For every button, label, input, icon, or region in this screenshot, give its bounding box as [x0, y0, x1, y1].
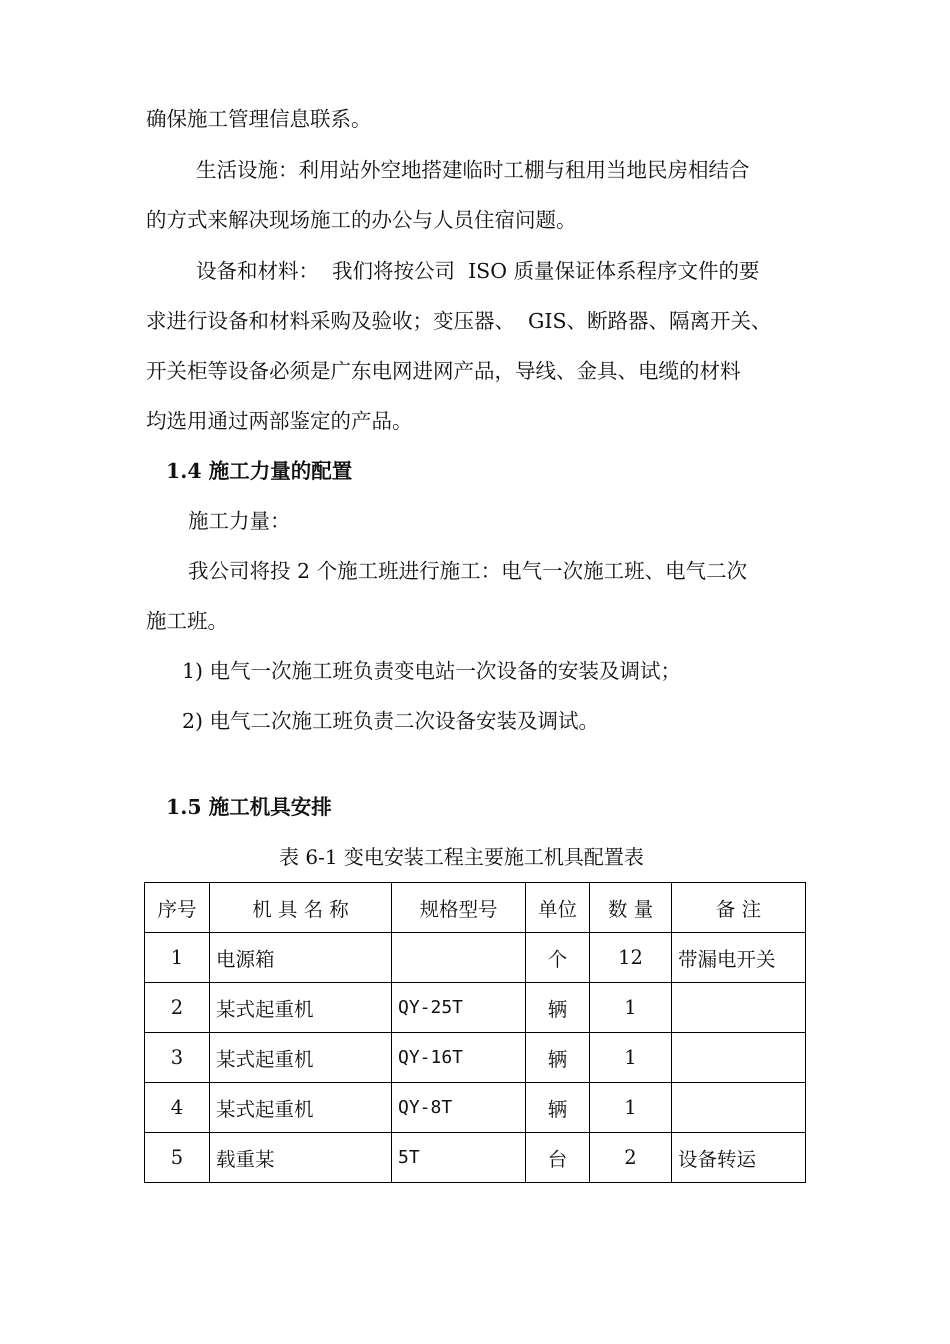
paragraph-line: 生活设施：利用站外空地搭建临时工棚与租用当地民房相结合: [196, 158, 750, 182]
cell-model: [392, 933, 526, 983]
table-row: [145, 1133, 806, 1183]
header-cell: 备 注: [672, 883, 806, 933]
cell-model: QY-8T: [392, 1083, 526, 1133]
table-header-row: [145, 883, 806, 933]
cell-quantity: 2: [590, 1133, 672, 1183]
paragraph-line: 确保施工管理信息联系。: [146, 107, 372, 131]
cell-note: 设备转运: [672, 1133, 806, 1183]
cell-name: 载重某: [210, 1133, 392, 1183]
cell-quantity: 1: [590, 1083, 672, 1133]
cell-unit: 辆: [526, 1083, 590, 1133]
header-cell: 规格型号: [392, 883, 526, 933]
header-cell: 机 具 名 称: [210, 883, 392, 933]
cell-unit: 辆: [526, 1033, 590, 1083]
cell-name: 某式起重机: [210, 1083, 392, 1133]
header-cell: 数 量: [590, 883, 672, 933]
list-item: 1) 电气一次施工班负责变电站一次设备的安装及调试；: [182, 659, 682, 683]
header-cell: 序号: [145, 883, 210, 933]
paragraph-line: 我公司将投 2 个施工班进行施工：电气一次施工班、电气二次: [188, 559, 748, 583]
cell-note: [672, 1083, 806, 1133]
cell-quantity: 1: [590, 983, 672, 1033]
table-row: [145, 983, 806, 1033]
cell-quantity: 1: [590, 1033, 672, 1083]
cell-name: 某式起重机: [210, 1033, 392, 1083]
cell-note: 带漏电开关: [672, 933, 806, 983]
cell-index: 4: [145, 1083, 210, 1133]
table-caption: 表 6-1 变电安装工程主要施工机具配置表: [279, 845, 644, 869]
cell-quantity: 12: [590, 933, 672, 983]
cell-model: QY-25T: [392, 983, 526, 1033]
header-cell: 单位: [526, 883, 590, 933]
cell-name: 某式起重机: [210, 983, 392, 1033]
paragraph-line: 求进行设备和材料采购及验收；变压器、 GIS、断路器、隔离开关、: [146, 309, 772, 333]
cell-index: 3: [145, 1033, 210, 1083]
paragraph-line: 开关柜等设备必须是广东电网进网产品，导线、金具、电缆的材料: [146, 359, 741, 383]
cell-unit: 辆: [526, 983, 590, 1033]
table-row: [145, 1083, 806, 1133]
cell-unit: 台: [526, 1133, 590, 1183]
cell-unit: 个: [526, 933, 590, 983]
cell-index: 5: [145, 1133, 210, 1183]
section-heading-1-5: 1.5 施工机具安排: [166, 795, 332, 819]
table-row: [145, 933, 806, 983]
cell-index: 1: [145, 933, 210, 983]
paragraph-line: 的方式来解决现场施工的办公与人员住宿问题。: [146, 208, 577, 232]
list-item: 2) 电气二次施工班负责二次设备安装及调试。: [182, 709, 600, 733]
paragraph-line: 设备和材料： 我们将按公司 ISO 质量保证体系程序文件的要: [196, 259, 760, 283]
cell-model: 5T: [392, 1133, 526, 1183]
cell-name: 电源箱: [210, 933, 392, 983]
paragraph-line: 均选用通过两部鉴定的产品。: [146, 409, 413, 433]
cell-model: QY-16T: [392, 1033, 526, 1083]
cell-note: [672, 1033, 806, 1083]
equipment-table: [144, 882, 806, 1183]
table-row: [145, 1033, 806, 1083]
subheading: 施工力量：: [188, 509, 291, 533]
cell-index: 2: [145, 983, 210, 1033]
section-heading-1-4: 1.4 施工力量的配置: [166, 459, 353, 483]
cell-note: [672, 983, 806, 1033]
paragraph-line: 施工班。: [146, 609, 228, 633]
